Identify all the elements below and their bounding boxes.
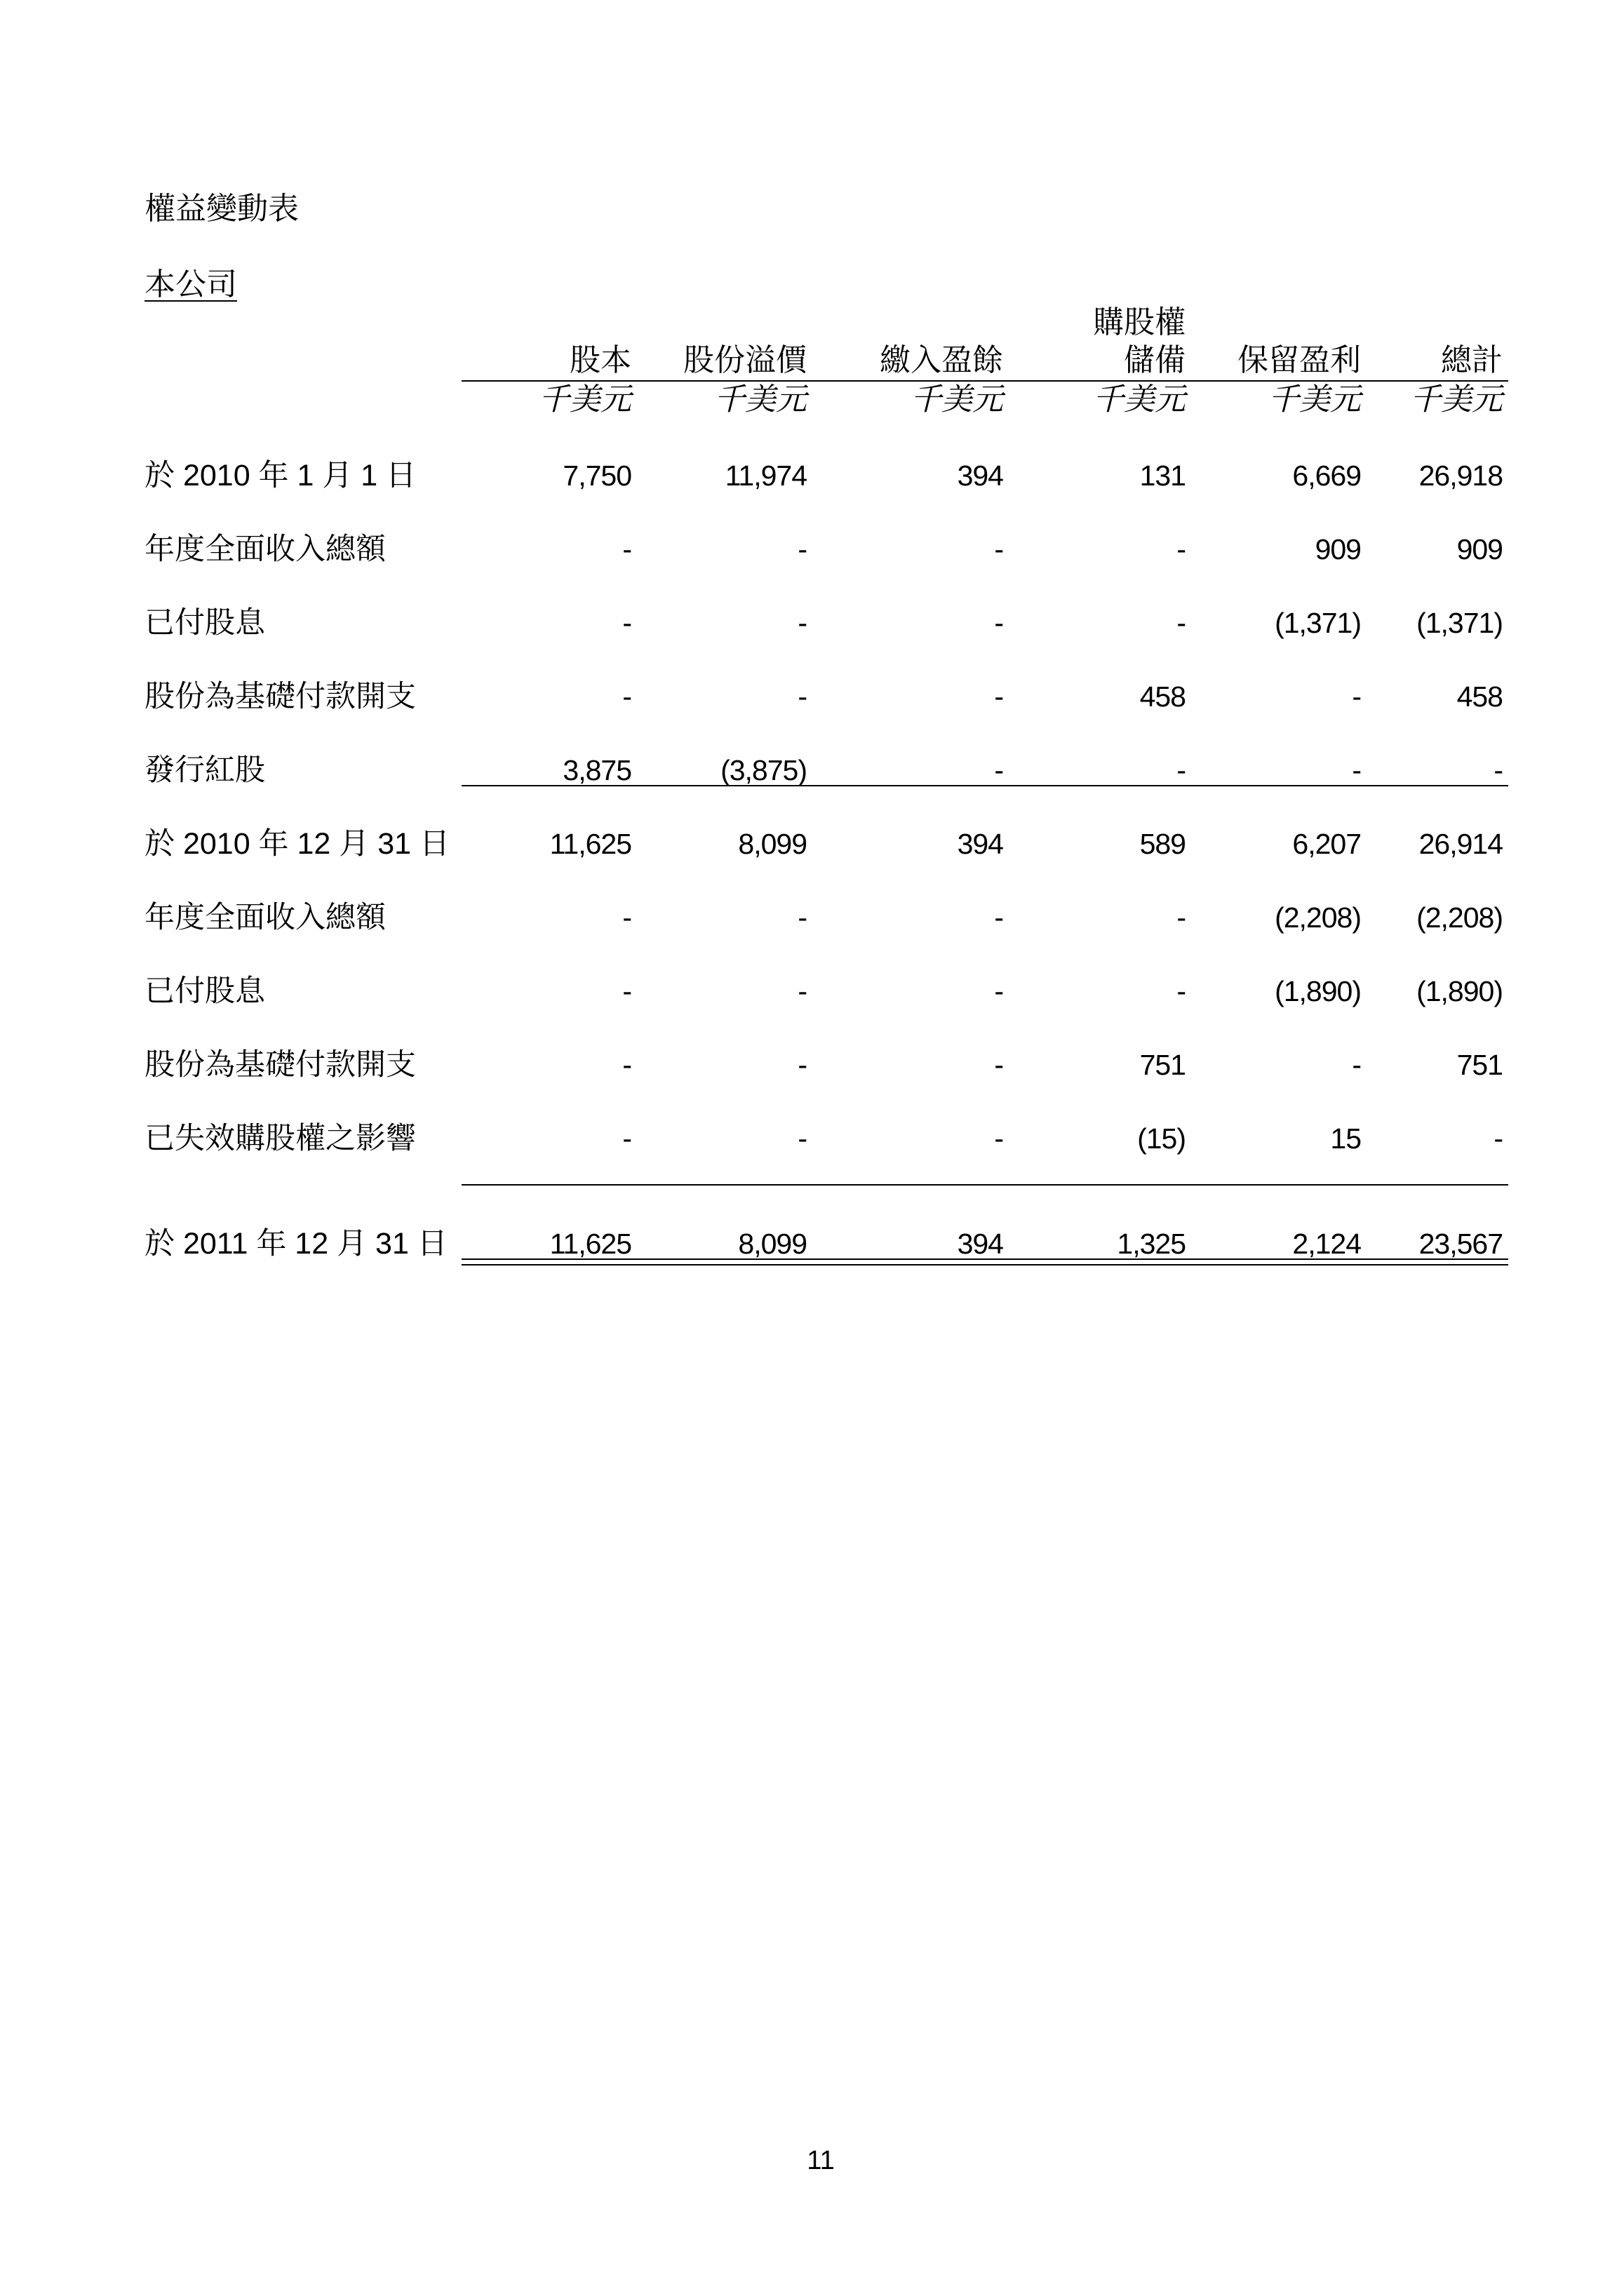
table-cell: -: [1352, 1049, 1361, 1081]
row-label: 已付股息: [145, 974, 265, 1008]
header-rule: [462, 380, 1508, 382]
table-cell: -: [1176, 533, 1186, 565]
section-title-text: 本公司: [145, 267, 237, 302]
row-label: 年度全面收入總額: [145, 901, 386, 934]
table-cell: 26,918: [1418, 459, 1503, 492]
table-cell: (2,208): [1416, 901, 1503, 934]
table-cell: (2,208): [1275, 901, 1361, 934]
page-number: 11: [807, 2146, 835, 2175]
row-label: 於 2010 年 12 月 31 日: [145, 827, 450, 861]
table-cell: -: [994, 533, 1003, 565]
table-cell: -: [1352, 754, 1361, 786]
table-cell: 11,974: [725, 459, 807, 492]
table-cell: 751: [1139, 1049, 1186, 1081]
table-cell: 11,625: [549, 1228, 631, 1260]
table-cell: -: [1176, 607, 1186, 639]
table-cell: (1,371): [1275, 607, 1361, 639]
table-cell: 909: [1456, 533, 1503, 565]
table-cell: -: [622, 1049, 631, 1081]
table-cell: 8,099: [738, 828, 807, 860]
table-cell: 6,207: [1292, 828, 1361, 860]
table-cell: (1,890): [1416, 975, 1503, 1007]
table-cell: 26,914: [1418, 828, 1503, 860]
column-unit: 千美元: [714, 382, 807, 417]
section-title: [145, 264, 237, 306]
table-cell: -: [798, 901, 807, 934]
row-label: 於 2011 年 12 月 31 日: [145, 1227, 448, 1261]
column-unit: 千美元: [911, 382, 1003, 417]
table-cell: -: [622, 1122, 631, 1155]
row-label: 股份為基礎付款開支: [145, 1048, 416, 1082]
table-cell: -: [994, 607, 1003, 639]
table-cell: -: [622, 975, 631, 1007]
table-cell: -: [994, 1049, 1003, 1081]
table-cell: -: [622, 901, 631, 934]
table-cell: 8,099: [738, 1228, 807, 1260]
column-header-top: 購股權: [1093, 305, 1186, 340]
table-cell: -: [798, 975, 807, 1007]
table-cell: -: [994, 754, 1003, 786]
column-header: 股本: [570, 343, 631, 377]
column-header: 保留盈利: [1237, 343, 1361, 377]
table-cell: -: [798, 607, 807, 639]
row-label: 已失效購股權之影響: [145, 1122, 416, 1155]
table-cell: 2,124: [1292, 1228, 1361, 1260]
table-cell: 909: [1315, 533, 1361, 565]
table-cell: -: [622, 680, 631, 713]
table-cell: -: [1494, 1122, 1503, 1155]
table-cell: 394: [957, 1228, 1003, 1260]
table-cell: -: [798, 680, 807, 713]
table-cell: 7,750: [563, 459, 631, 492]
table-cell: (15): [1137, 1122, 1186, 1155]
table-cell: 394: [957, 828, 1003, 860]
table-cell: 11,625: [549, 828, 631, 860]
table-cell: -: [798, 533, 807, 565]
column-header: 股份溢價: [683, 343, 807, 377]
table-cell: (3,875): [720, 754, 807, 786]
table-cell: 458: [1139, 680, 1186, 713]
column-unit: 千美元: [1410, 382, 1503, 417]
table-cell: (1,890): [1275, 975, 1361, 1007]
column-header: 繳入盈餘: [880, 343, 1003, 377]
table-cell: -: [1176, 975, 1186, 1007]
table-cell: -: [622, 533, 631, 565]
page-title: 權益變動表: [145, 192, 299, 226]
table-cell: -: [1494, 754, 1503, 786]
table-cell: 6,669: [1292, 459, 1361, 492]
table-cell: -: [798, 1049, 807, 1081]
table-cell: -: [994, 901, 1003, 934]
table-cell: -: [994, 680, 1003, 713]
row-label: 於 2010 年 1 月 1 日: [145, 459, 417, 492]
total-double-rule-bottom: [462, 1264, 1508, 1266]
row-label: 股份為基礎付款開支: [145, 680, 416, 713]
column-header: 總計: [1441, 343, 1503, 377]
table-cell: 458: [1456, 680, 1503, 713]
table-cell: -: [994, 975, 1003, 1007]
column-unit: 千美元: [1093, 382, 1186, 417]
table-cell: 394: [957, 459, 1003, 492]
column-unit: 千美元: [1268, 382, 1361, 417]
table-cell: -: [798, 1122, 807, 1155]
table-cell: -: [1176, 901, 1186, 934]
table-cell: 1,325: [1117, 1228, 1186, 1260]
table-cell: 131: [1139, 459, 1186, 492]
table-cell: -: [622, 607, 631, 639]
table-cell: 589: [1139, 828, 1186, 860]
table-cell: -: [1176, 754, 1186, 786]
table-cell: -: [1352, 680, 1361, 713]
table-cell: -: [994, 1122, 1003, 1155]
table-cell: (1,371): [1416, 607, 1503, 639]
row-label: 年度全面收入總額: [145, 532, 386, 566]
table-cell: 3,875: [563, 754, 631, 786]
table-cell: 23,567: [1418, 1228, 1503, 1260]
column-header: 儲備: [1124, 343, 1186, 377]
column-unit: 千美元: [539, 382, 631, 417]
row-label: 發行紅股: [145, 753, 265, 787]
table-cell: 751: [1456, 1049, 1503, 1081]
row-label: 已付股息: [145, 606, 265, 640]
pre-total-rule: [462, 1184, 1508, 1186]
table-cell: 15: [1330, 1122, 1361, 1155]
